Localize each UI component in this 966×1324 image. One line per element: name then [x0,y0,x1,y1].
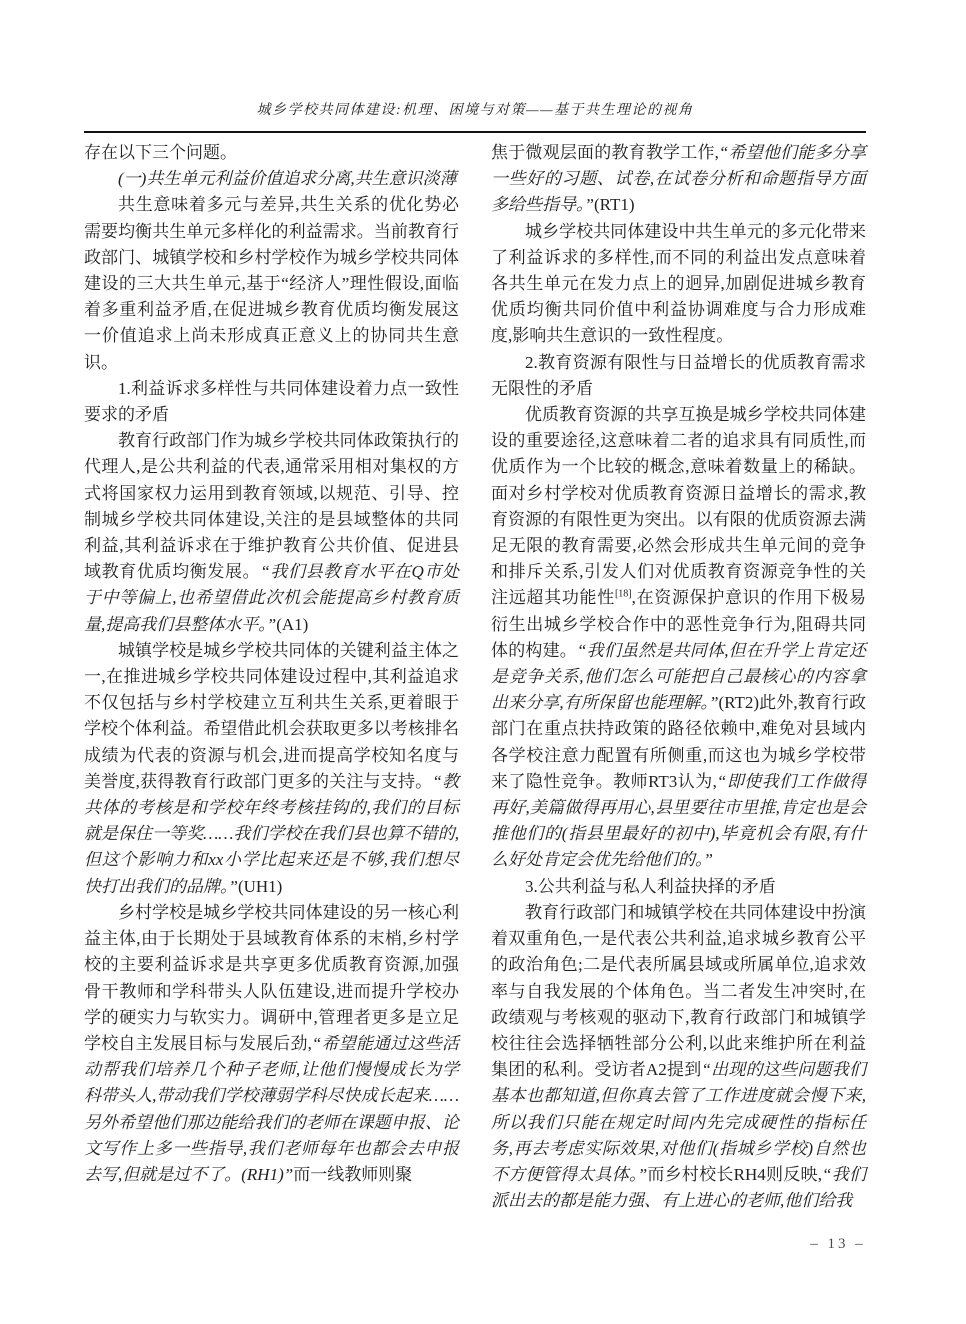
text-segment: 教育行政部门和城镇学校在共同体建设中扮演着双重角色,一是代表公共利益,追求城乡教育公平的政治角色;二是代表所属县域或所属单位,追求效率与自我发展的个体角色。当二者发生冲突时,在政绩观与考核观的驱动下,教育行政部门和城镇学校往往会选择牺牲部分公利,以此来维护所在利益集团的私利。受访者A2提到 [491,902,866,1080]
running-header-title: 城乡学校共同体建设:机理、困境与对策——基于共生理论的视角 [256,103,694,118]
text-segment: 存在以下三个问题。 [84,143,237,162]
paragraph [491,219,866,350]
paragraph [84,376,459,428]
text-segment: “即使我们工作做得再好,美篇做得再用心,县里要往市里推,肯定也是会推他们的(指县里最好的初中),毕竟机会有限,有什么好处肯定会优先给他们的。” [491,771,866,870]
text-segment: 共生意味着多元与差异,共生关系的优化势必需要均衡共生单元多样化的利益需求。当前教育行政部门、城镇学校和乡村学校作为城乡学校共同体建设的三大共生单元,基于“经济人”理性假设,面临着多重利益矛盾,在促进城乡教育优质均衡发展这一价值追求上尚未形成真正意义上的协同共生意识。 [84,195,459,372]
text-segment: (UH1) [237,876,283,896]
text-segment: 2.教育资源有限性与日益增长的优质教育需求无限性的矛盾 [491,352,866,398]
paragraph [84,192,459,375]
text-segment: (A1) [276,614,309,634]
footnote-reference: [18] [614,588,632,600]
text-segment: “希望能通过这些活动帮我们培养几个种子老师,让他们慢慢成长为学科带头人,带动我们学校薄弱学科尽快成长起来……另外希望他们那边能给我们的老师在课题申报、论文写作上多一些指导,我们老师每年也都会去申报去写,但就是过不了。(RH1)” [84,1033,459,1184]
text-segment: 焦于微观层面的教育教学工作, [491,143,719,162]
text-segment: 1.利益诉求多样性与共同体建设着力点一致性要求的矛盾 [84,378,459,425]
text-segment: 教育行政部门作为城乡学校共同体政策执行的代理人,是公共利益的代表,通常采用相对集权的方式将国家权力运用到教育领域,以规范、引导、控制城乡学校共同体建设,关注的是县域整体的共同利益,其利益诉求在于维护教育公共价值、促进县域教育优质均衡发展。 [84,431,459,582]
paragraph [491,402,866,874]
text-segment: ,在资源保护意识的作用下极易衍生出城乡学校合作中的恶性竞争行为,阻碍共同体的构建。 [491,588,867,660]
text-segment: “我们虽然是共同体,但在升学上肯定还是竞争关系,他们怎么可能把自己最核心的内容拿出来分享,有所保留也能理解。” [491,640,866,713]
left-column [84,140,459,1214]
text-segment: “我们派出去的都是能力强、有上进心的老师,他们给我 [491,1164,866,1211]
paragraph [84,166,459,192]
paragraph [491,140,866,219]
text-segment: “出现的这些问题我们基本也都知道,但你真去管了工作进度就会慢下来,所以我们只能在规定时间内先完成硬性的指标任务,再去考虑实际效果,对他们(指城乡学校)自然也不方便管得太具体。” [491,1060,866,1184]
text-segment: 3.公共利益与私人利益抉择的矛盾 [525,876,776,896]
text-segment: 而一线教师则聚 [293,1164,413,1184]
paragraph [84,900,459,1188]
text-segment: (RT2)此外,教育行政部门在重点扶持政策的路径依赖中,难免对县域内各学校注意力配置有所侧重,而这也为城乡学校带来了隐性竞争。教师RT3认为, [491,693,866,791]
text-segment: (RT1) [593,195,635,215]
text-segment: 城乡学校共同体建设中共生单元的多元化带来了利益诉求的多样性,而不同的利益出发点意味着各共生单元在发力点上的迥异,加剧促进城乡教育优质均衡共同价值中利益协调难度与合力形成难度,影响共生意识的一致性程度。 [491,221,866,346]
text-segment: (一)共生单元利益价值追求分离,共生意识淡薄 [118,169,457,189]
text-segment: 乡村学校是城乡学校共同体建设的另一核心利益主体,由于长期处于县域教育体系的末梢,乡村学校的主要利益诉求是共享更多优质教育资源,加强骨干教师和学科带头人队伍建设,进而提升学校办学的硬实力与软实力。调研中,管理者更多是立足学校自主发展目标与发展后劲, [84,902,459,1053]
text-segment: 而乡村校长RH4则反映, [647,1164,823,1184]
paragraph [491,900,866,1214]
text-segment: 优质教育资源的共享互换是城乡学校共同体建设的重要途径,这意味着二者的追求具有同质性,而优质作为一个比较的概念,意味着数量上的稀缺。面对乡村学校对优质教育资源日益增长的需求,教育资源的有限性更为突出。以有限的优质资源去满足无限的教育需要,必然会形成共生单元间的竞争和排斥关系,引发人们对优质教育资源竞争性的关注远超其功能性 [491,405,866,608]
right-column [491,140,866,1214]
paragraph [491,350,866,402]
text-segment: “希望他们能多分享一些好的习题、试卷,在试卷分析和命题指导方面多给些指导。” [491,143,866,215]
paragraph [84,140,459,166]
header-rule [84,131,866,133]
text-segment: “我们县教育水平在Q市处于中等偏上,也希望借此次机会能提高乡村教育质量,提高我们县整体水平。” [84,562,460,634]
paragraph [491,874,866,900]
paragraph [84,638,459,900]
text-segment: 城镇学校是城乡学校共同体的关键利益主体之一,在推进城乡学校共同体建设过程中,其利益追求不仅包括与乡村学校建立互利共生关系,更着眼于学校个体利益。希望借此机会获取更多以考核排名成绩为代表的资源与机会,进而提高学校知名度与美誉度,获得教育行政部门更多的关注与支持。 [84,640,459,791]
text-segment: “教共体的考核是和学校年终考核挂钩的,我们的目标就是保住一等奖……我们学校在我们县也算不错的,但这个影响力和xx小学比起来还是不够,我们想尽快打出我们的品牌。” [84,771,459,896]
paragraph [84,428,459,638]
page-number: – 13 – [810,1236,866,1252]
text-columns [84,140,866,1214]
